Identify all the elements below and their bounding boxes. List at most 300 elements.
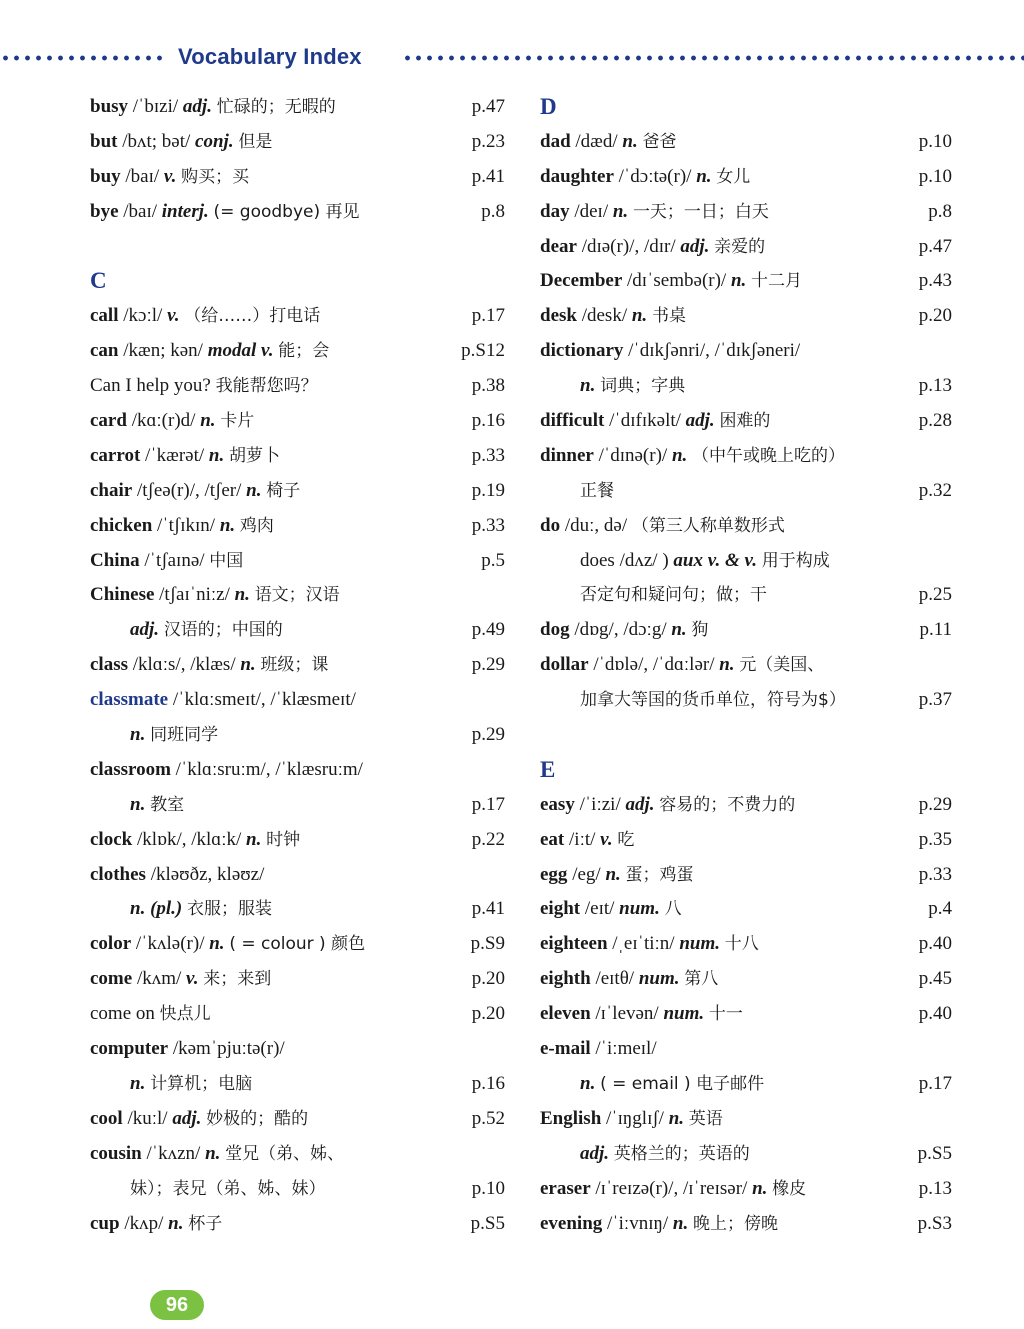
page-ref: p.45: [918, 968, 952, 990]
page-ref: p.28: [918, 410, 952, 432]
headword: China: [90, 549, 140, 571]
part-of-speech: n.: [622, 130, 638, 152]
chinese-meaning: 能；会: [278, 341, 330, 362]
vocab-entry: [90, 474, 505, 509]
part-of-speech: n.: [200, 410, 216, 432]
vocab-entry: [540, 299, 952, 334]
part-of-speech: n.: [730, 270, 747, 292]
page-ref: p.43: [918, 270, 952, 292]
phonetic: /ˌeɪˈtiːn/: [612, 933, 675, 955]
entry-text: [90, 404, 254, 439]
chinese-meaning: ( = email ) 电子邮件: [600, 1073, 765, 1094]
page-ref: p.20: [471, 1003, 505, 1025]
part-of-speech: aux v. & v.: [673, 549, 757, 571]
chinese-meaning: 吃: [617, 829, 635, 850]
headword: evening: [540, 1212, 603, 1234]
vocab-entry: [90, 439, 505, 474]
entry-text: [540, 125, 676, 160]
phrase: come on: [90, 1003, 155, 1025]
headword: easy: [540, 793, 575, 815]
part-of-speech: n.: [246, 828, 262, 850]
vocab-entry: [90, 892, 505, 927]
headword: computer: [90, 1038, 169, 1060]
entry-text: [540, 1102, 723, 1137]
section-letter-row: [90, 264, 505, 299]
page-header: [0, 40, 1024, 76]
entry-text: [90, 1102, 308, 1137]
vocab-entry: [90, 997, 505, 1032]
entry-text: [90, 997, 211, 1032]
page-ref: p.38: [471, 375, 505, 397]
part-of-speech: n.: [719, 654, 735, 676]
phonetic: /deɪ/: [574, 200, 609, 222]
chinese-meaning: (= goodbye) 再见: [213, 201, 360, 222]
part-of-speech: n.: [696, 165, 712, 187]
headword: classroom: [90, 758, 171, 780]
chinese-meaning: 堂兄（弟、姊、: [225, 1143, 345, 1164]
entry-text: [90, 369, 318, 404]
phonetic: /kʌp/: [124, 1212, 164, 1234]
vocab-entry: [90, 788, 505, 823]
entry-text: [90, 439, 280, 474]
phonetic: /kuːl/: [127, 1107, 168, 1129]
page-ref: p.20: [471, 968, 505, 990]
phonetic: /eg/: [572, 863, 601, 885]
part-of-speech: v.: [167, 305, 180, 327]
page-ref: p.41: [471, 898, 505, 920]
part-of-speech: n.: [605, 863, 621, 885]
phonetic: /iːt/: [569, 828, 596, 850]
chinese-meaning: 汉语的；中国的: [163, 620, 283, 641]
vocab-entry: [90, 404, 505, 439]
chinese-meaning: 时钟: [266, 829, 301, 850]
phonetic: /eɪt/: [584, 898, 615, 920]
phonetic: /ˈklɑːsruːm/, /ˈklæsruːm/: [175, 758, 363, 780]
headword: can: [90, 340, 119, 362]
entry-text: [540, 334, 800, 369]
part-of-speech: n.: [671, 619, 687, 641]
part-of-speech: num.: [679, 933, 720, 955]
chinese-meaning: 杯子: [188, 1213, 223, 1234]
chinese-meaning: 第八: [684, 969, 719, 990]
section-letter-row: [540, 753, 952, 788]
vocab-entry: [90, 1207, 505, 1242]
page-ref: p.11: [919, 619, 952, 641]
entry-text: [90, 125, 272, 160]
part-of-speech: num.: [619, 898, 660, 920]
entry-text: [580, 1137, 750, 1172]
headword: dinner: [540, 444, 594, 466]
phonetic: /ˈiːvnɪŋ/: [607, 1212, 669, 1234]
entry-text: [90, 1207, 222, 1242]
vocab-entry: [90, 858, 505, 893]
headword: dollar: [540, 654, 589, 676]
chinese-meaning: 班级；课: [260, 655, 329, 676]
entry-text: [90, 90, 336, 125]
part-of-speech: n.: [130, 724, 146, 746]
page-ref: p.13: [918, 375, 952, 397]
headword: eraser: [540, 1177, 591, 1199]
vocab-entry: [540, 962, 952, 997]
page-ref: p.22: [471, 828, 505, 850]
vocab-entry: [90, 648, 505, 683]
phonetic: /duː, də/: [564, 514, 628, 536]
part-of-speech: adj.: [685, 410, 715, 432]
chinese-meaning: 英语: [688, 1108, 723, 1129]
entry-text: [90, 334, 329, 369]
chinese-meaning: 鸡肉: [239, 515, 274, 536]
entry-text: [90, 578, 340, 613]
part-of-speech: adj.: [130, 619, 160, 641]
part-of-speech: adj.: [580, 1142, 610, 1164]
vocab-entry: [540, 369, 952, 404]
phonetic: /ˈdɪnə(r)/: [598, 444, 668, 466]
entry-text: [540, 264, 802, 299]
page-ref: p.5: [481, 549, 505, 571]
phonetic: /ˈdɒlə/, /ˈdɑːlər/: [593, 654, 715, 676]
vocab-entry: [540, 613, 952, 648]
vocab-entry: [90, 369, 505, 404]
vocab-entry: [540, 125, 952, 160]
part-of-speech: v.: [186, 968, 199, 990]
part-of-speech: n.: [580, 1072, 596, 1094]
vocab-entry: [90, 1102, 505, 1137]
part-of-speech: adj.: [625, 793, 655, 815]
entry-text: [540, 1032, 657, 1067]
headword: class: [90, 654, 128, 676]
chinese-meaning: 妹）；表兄（弟、姊、妹）: [130, 1178, 326, 1199]
phonetic: /ˈkærət/: [145, 444, 205, 466]
chinese-meaning: 椅子: [266, 480, 301, 501]
headword: card: [90, 410, 127, 432]
vocab-entry: [540, 230, 952, 265]
vocab-entry: [90, 90, 505, 125]
headword: eat: [540, 828, 565, 850]
entry-text: [580, 474, 614, 509]
phonetic: /bʌt; bət/: [122, 130, 191, 152]
vocab-entry: [90, 962, 505, 997]
entry-text: [540, 858, 694, 893]
vocab-entry: [90, 823, 505, 858]
page-ref: p.33: [471, 444, 505, 466]
entry-text: [540, 439, 845, 474]
page-ref: p.40: [918, 933, 952, 955]
chinese-meaning: 胡萝卜: [228, 445, 280, 466]
page-ref: p.52: [471, 1107, 505, 1129]
chinese-meaning: 十一: [708, 1004, 743, 1025]
right-column: [540, 90, 952, 1241]
phrase: Can I help you?: [90, 375, 211, 397]
page-ref: p.S3: [917, 1212, 952, 1234]
phonetic: /kɔːl/: [123, 305, 163, 327]
headword: desk: [540, 305, 577, 327]
phonetic: /ˈklɑːsmeɪt/, /ˈklæsmeɪt/: [172, 689, 356, 711]
chinese-meaning: 困难的: [719, 411, 771, 432]
blank-row: [90, 230, 505, 265]
headword: chair: [90, 479, 133, 501]
phonetic: /kləʊðz, kləʊz/: [150, 863, 265, 885]
headword: e-mail: [540, 1038, 591, 1060]
part-of-speech: n.: [580, 375, 596, 397]
phonetic: /kɑː(r)d/: [131, 410, 196, 432]
phonetic: /klɑːs/, /klæs/: [132, 654, 236, 676]
header-dots-right: [402, 55, 1024, 61]
entry-text: [540, 648, 824, 683]
vocab-entry: [90, 160, 505, 195]
entry-text: [90, 1032, 285, 1067]
phonetic: /ˈɪŋglɪʃ/: [606, 1107, 664, 1129]
chinese-meaning: 我能帮您吗？: [215, 376, 318, 397]
page-ref: p.33: [471, 514, 505, 536]
entry-text: [580, 578, 767, 613]
entry-text: [90, 1137, 344, 1172]
entry-text: [540, 160, 750, 195]
part-of-speech: n.: [672, 1212, 689, 1234]
page-ref: p.33: [918, 863, 952, 885]
vocab-entry: [90, 1137, 505, 1172]
part-of-speech: n.: [668, 1107, 685, 1129]
page-ref: p.17: [471, 793, 505, 815]
part-of-speech: n.: [246, 479, 262, 501]
headword: call: [90, 305, 119, 327]
phonetic: /dɒg/, /dɔːg/: [574, 619, 667, 641]
phonetic: /tʃeə(r)/, /tʃer/: [136, 479, 242, 501]
page-ref: p.8: [481, 200, 505, 222]
page-ref: p.41: [471, 165, 505, 187]
vocab-entry: [540, 1102, 952, 1137]
vocab-entry: [540, 1067, 952, 1102]
vocab-entry: [90, 509, 505, 544]
phonetic: /kəmˈpjuːtə(r)/: [172, 1038, 285, 1060]
phonetic: /dɪə(r)/, /dɪr/: [581, 235, 676, 257]
headword: December: [540, 270, 623, 292]
page-ref: p.8: [928, 200, 952, 222]
entry-text: [130, 718, 218, 753]
vocab-entry: [90, 927, 505, 962]
part-of-speech: n.: [208, 444, 225, 466]
phonetic: /eɪtθ/: [595, 968, 635, 990]
phonetic: /ɪˈlevən/: [595, 1003, 659, 1025]
headword: cup: [90, 1212, 120, 1234]
vocab-entry: [540, 404, 952, 439]
part-of-speech: adj.: [172, 1107, 202, 1129]
vocab-entry: [540, 474, 952, 509]
page-ref: p.17: [471, 305, 505, 327]
vocab-entry: [540, 683, 952, 718]
chinese-meaning: 购买；买: [181, 166, 250, 187]
entry-text: [90, 962, 271, 997]
entry-text: [130, 1067, 252, 1102]
chinese-meaning: 橡皮: [772, 1178, 807, 1199]
entry-text: [90, 544, 243, 579]
page-ref: p.16: [471, 410, 505, 432]
entry-text: [540, 613, 708, 648]
vocab-entry: [90, 195, 505, 230]
vocab-entry: [540, 264, 952, 299]
entry-text: [540, 892, 682, 927]
chinese-meaning: 快点儿: [159, 1004, 211, 1025]
vocab-entry: [540, 578, 952, 613]
vocab-entry: [90, 683, 505, 718]
page-ref: p.S5: [470, 1212, 505, 1234]
chinese-meaning: 但是: [238, 131, 273, 152]
chinese-meaning: 中国: [209, 550, 244, 571]
entry-text: [130, 613, 283, 648]
headword: English: [540, 1107, 602, 1129]
entry-text: [580, 544, 830, 579]
headword: egg: [540, 863, 568, 885]
chinese-meaning: 容易的；不费力的: [659, 794, 796, 815]
part-of-speech: n.: [209, 933, 225, 955]
vocab-entry: [540, 927, 952, 962]
headword: daughter: [540, 165, 614, 187]
headword: clothes: [90, 863, 146, 885]
phonetic: /ˈkʌzn/: [146, 1142, 201, 1164]
page-title: Vocabulary Index: [178, 44, 362, 69]
section-letter-row: [540, 90, 952, 125]
entry-text: [90, 474, 300, 509]
page-ref: p.10: [918, 130, 952, 152]
chinese-meaning: 计算机；电脑: [150, 1073, 253, 1094]
vocab-entry: [540, 1207, 952, 1242]
headword: carrot: [90, 444, 141, 466]
entry-text: [90, 299, 320, 334]
vocab-entry: [540, 195, 952, 230]
page-ref: p.16: [471, 1072, 505, 1094]
headword: buy: [90, 165, 121, 187]
chinese-meaning: 加拿大等国的货币单位，符号为$）: [580, 690, 846, 711]
part-of-speech: adj.: [680, 235, 710, 257]
page-ref: p.S9: [470, 933, 505, 955]
entry-text: [90, 648, 328, 683]
entry-text: [540, 823, 634, 858]
chinese-meaning: 卡片: [220, 411, 255, 432]
entry-text: [540, 404, 770, 439]
page-ref: p.29: [471, 654, 505, 676]
page-ref: p.47: [471, 96, 505, 117]
part-of-speech: n.: [205, 1142, 221, 1164]
vocab-entry: [540, 1032, 952, 1067]
headword: dear: [540, 235, 577, 257]
page-ref: p.19: [471, 479, 505, 501]
entry-text: [90, 823, 300, 858]
part-of-speech: n.: [612, 200, 629, 222]
part-of-speech: adj.: [182, 96, 212, 117]
headword: classmate: [90, 689, 169, 711]
vocab-entry: [90, 578, 505, 613]
phonetic: /kʌm/: [136, 968, 182, 990]
chinese-meaning: （第三人称单数形式: [631, 515, 785, 536]
page-ref: p.29: [471, 724, 505, 746]
page-ref: p.10: [471, 1177, 505, 1199]
page-ref: p.40: [918, 1003, 952, 1025]
page-ref: p.47: [918, 235, 952, 257]
chinese-meaning: 用于构成: [761, 550, 830, 571]
phonetic: /ˈiːzi/: [579, 793, 621, 815]
chinese-meaning: ( = colour ) 颜色: [229, 934, 366, 955]
vocab-entry: [90, 299, 505, 334]
chinese-meaning: 元（美国、: [739, 655, 825, 676]
entry-text: [130, 788, 184, 823]
vocab-entry: [540, 160, 952, 195]
headword: eight: [540, 898, 581, 920]
page-ref: p.10: [918, 165, 952, 187]
chinese-meaning: 爸爸: [642, 131, 677, 152]
part-of-speech: n.: [130, 1072, 146, 1094]
blank-row: [540, 718, 952, 753]
part-of-speech: conj.: [195, 130, 234, 152]
phonetic: /kæn; kən/: [123, 340, 203, 362]
entry-text: [540, 927, 759, 962]
chinese-meaning: 蛋；鸡蛋: [625, 864, 694, 885]
headword: chicken: [90, 514, 153, 536]
entry-text: [90, 509, 274, 544]
headword: bye: [90, 200, 119, 222]
phonetic: /dæd/: [575, 130, 618, 152]
vocab-entry: [540, 858, 952, 893]
part-of-speech: n.: [168, 1212, 184, 1234]
vocab-entry: [540, 788, 952, 823]
vocab-entry: [540, 1137, 952, 1172]
phonetic: /tʃaɪˈniːz/: [159, 584, 230, 606]
vocab-entry: [540, 1172, 952, 1207]
entry-text: [580, 683, 846, 718]
chinese-meaning: 忙碌的；无暇的: [216, 97, 336, 117]
page-ref: p.4: [928, 898, 952, 920]
chinese-meaning: 晚上；傍晚: [692, 1213, 778, 1234]
page-ref: p.17: [918, 1072, 952, 1094]
vocab-entry: [90, 753, 505, 788]
entry-text: [130, 1172, 326, 1207]
part-of-speech: n.: [130, 793, 146, 815]
headword: eighth: [540, 968, 591, 990]
part-of-speech: v.: [600, 828, 613, 850]
headword: day: [540, 200, 570, 222]
page-ref: p.49: [471, 619, 505, 641]
headword: busy: [90, 96, 129, 117]
headword: come: [90, 968, 133, 990]
entry-text: [540, 962, 718, 997]
chinese-meaning: （中午或晚上吃的）: [692, 445, 846, 466]
page-ref: p.32: [918, 479, 952, 501]
chinese-meaning: （给……）打电话: [184, 306, 321, 327]
chinese-meaning: 妙极的；酷的: [206, 1108, 309, 1129]
headword: but: [90, 130, 118, 152]
chinese-meaning: 狗: [691, 620, 709, 641]
headword: clock: [90, 828, 133, 850]
entry-text: [540, 299, 686, 334]
chinese-meaning: 正餐: [580, 480, 614, 501]
vocab-entry: [540, 509, 952, 544]
chinese-meaning: 十八: [724, 934, 759, 955]
page-ref: p.S5: [917, 1142, 952, 1164]
entry-text: [90, 753, 363, 788]
headword: dictionary: [540, 340, 624, 362]
phonetic: /ˈdɪkʃənri/, /ˈdɪkʃəneri/: [628, 340, 801, 362]
vocab-entry: [90, 1067, 505, 1102]
entry-text: [580, 1067, 764, 1102]
vocab-entry: [540, 439, 952, 474]
part-of-speech: n.: [234, 584, 250, 606]
header-dots-left: [0, 55, 168, 61]
left-column: [90, 90, 505, 1241]
chinese-meaning: 英格兰的；英语的: [613, 1143, 750, 1164]
page-ref: p.35: [918, 828, 952, 850]
vocab-entry: [90, 125, 505, 160]
vocab-entry: [90, 613, 505, 648]
phonetic: /desk/: [581, 305, 628, 327]
section-letter: D: [540, 94, 557, 119]
